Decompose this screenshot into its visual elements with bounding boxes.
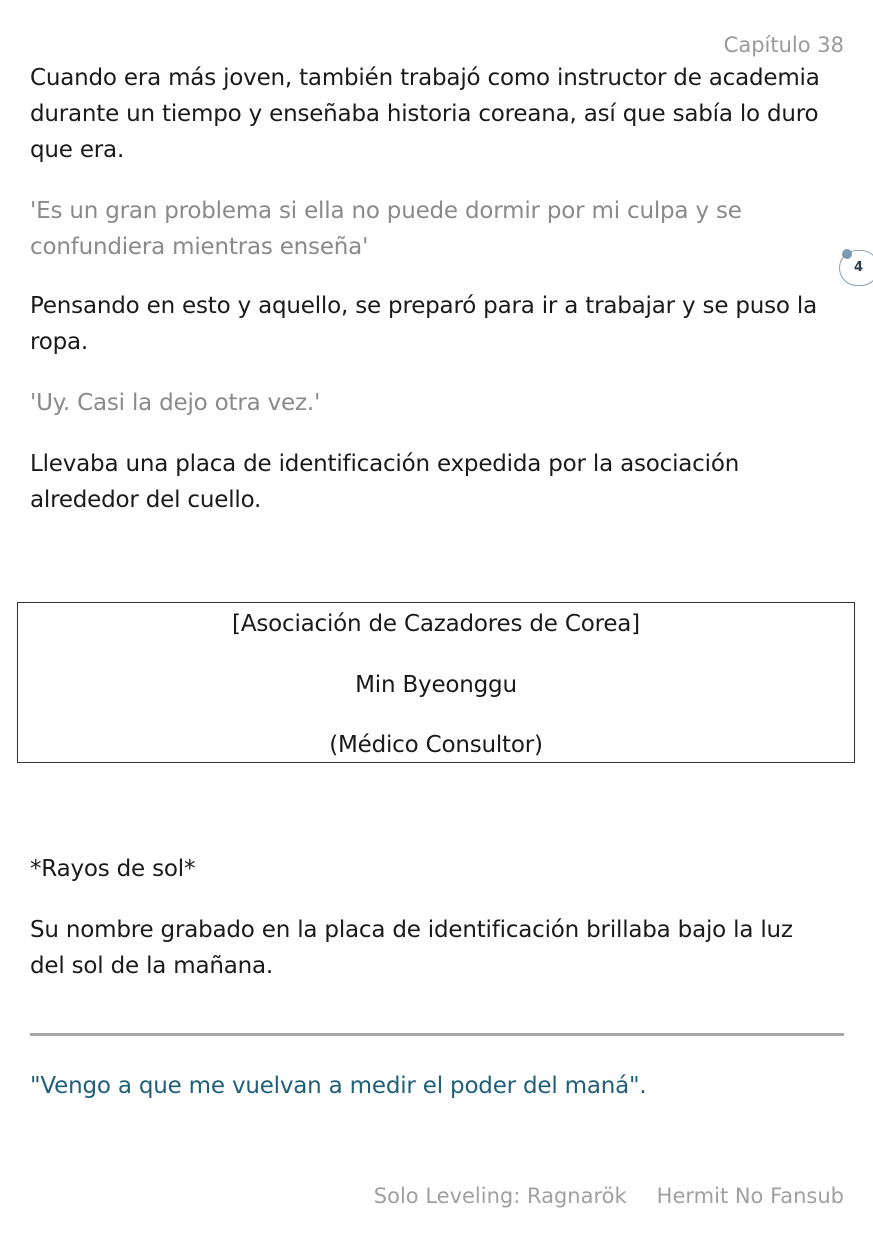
footer-novel-title: Solo Leveling: Ragnarök [373, 1184, 627, 1208]
narrative-paragraph: Su nombre grabado en la placa de identificación brillaba bajo la luz del sol de la mañana. [30, 917, 793, 979]
comment-indicator-dot-icon [842, 249, 852, 259]
chapter-label: Capítulo 38 [723, 33, 844, 57]
id-badge-role: (Médico Consultor) [329, 732, 543, 758]
footer-translator: Hermit No Fansub [656, 1184, 844, 1208]
sound-effect-paragraph: *Rayos de sol* [30, 856, 196, 882]
page-footer [374, 1182, 844, 1210]
narrative-paragraph: Pensando en esto y aquello, se preparó para ir a trabajar y se puso la ropa. [30, 293, 818, 355]
narrative-paragraph: Cuando era más joven, también trabajó como instructor de academia durante un tiempo y enseñaba historia coreana, así que sabía lo duro que era. [30, 65, 820, 163]
comment-count-badge[interactable] [839, 250, 873, 286]
dialogue-paragraph: "Vengo a que me vuelvan a medir el poder del maná". [30, 1073, 647, 1099]
narrative-paragraph: Llevaba una placa de identificación expedida por la asociación alrededor del cuello. [30, 451, 740, 513]
id-badge-box [17, 602, 855, 763]
thought-paragraph: 'Uy. Casi la dejo otra vez.' [30, 390, 321, 416]
section-divider [30, 1033, 844, 1036]
comment-count: 4 [854, 260, 864, 275]
id-badge-name: Min Byeonggu [355, 672, 517, 698]
thought-paragraph: 'Es un gran problema si ella no puede dormir por mi culpa y se confundiera mientras enseña' [30, 198, 742, 260]
id-badge-association: [Asociación de Cazadores de Corea] [232, 611, 640, 637]
